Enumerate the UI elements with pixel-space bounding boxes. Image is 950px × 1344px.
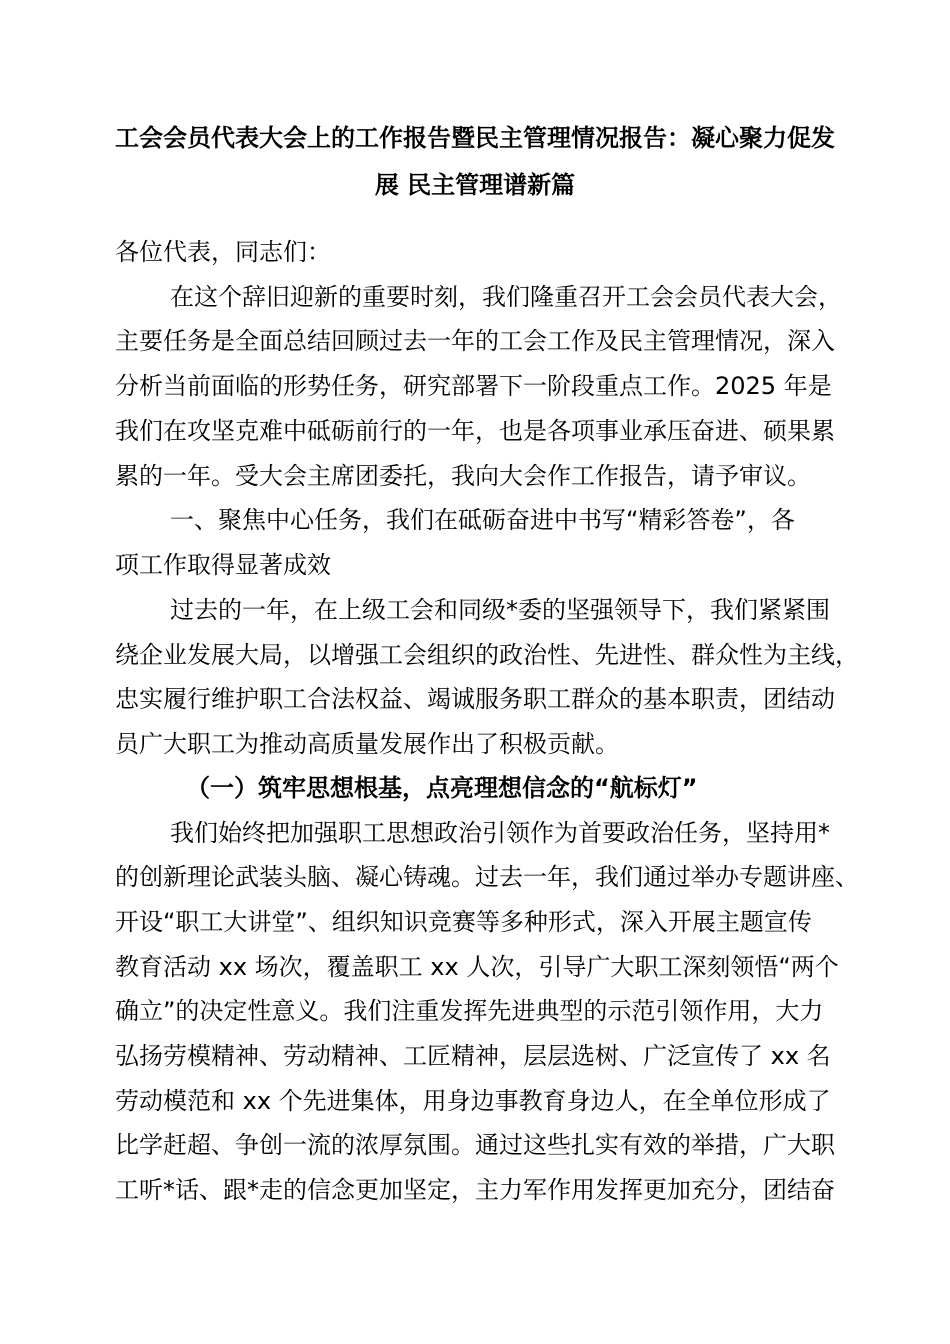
section-heading-line: 项工作取得显著成效	[115, 551, 331, 579]
paragraph-line: 比学赶超、争创一流的浓厚氛围。通过这些扎实有效的举措，广大职	[115, 1131, 835, 1159]
paragraph-line: 的创新理论武装头脑、凝心铸魂。过去一年，我们通过举办专题讲座、	[115, 863, 859, 891]
paragraph-line: 我们在攻坚克难中砥砺前行的一年，也是各项事业承压奋进、硕果累	[115, 417, 835, 445]
section-heading-line: 一、聚焦中心任务，我们在砥砺奋进中书写“精彩答卷”，各	[170, 506, 795, 534]
paragraph-line: 在这个辞旧迎新的重要时刻，我们隆重召开工会会员代表大会，	[170, 283, 842, 311]
document-title-line-1: 工会会员代表大会上的工作报告暨民主管理情况报告：凝心聚力促发	[115, 124, 835, 152]
paragraph-line: 工听*话、跟*走的信念更加坚定，主力军作用发挥更加充分，团结奋	[115, 1176, 835, 1204]
salutation: 各位代表，同志们：	[115, 238, 331, 266]
subsection-heading: （一）筑牢思想根基，点亮理想信念的“航标灯”	[186, 774, 698, 802]
paragraph-line: 忠实履行维护职工合法权益、竭诚服务职工群众的基本职责，团结动	[115, 685, 835, 713]
paragraph-line: 过去的一年，在上级工会和同级*委的坚强领导下，我们紧紧围	[170, 596, 830, 624]
paragraph-line: 绕企业发展大局，以增强工会组织的政治性、先进性、群众性为主线，	[115, 641, 859, 669]
paragraph-line: 员广大职工为推动高质量发展作出了积极贡献。	[115, 730, 619, 758]
paragraph-line: 弘扬劳模精神、劳动精神、工匠精神，层层选树、广泛宣传了 xx 名	[115, 1042, 831, 1070]
paragraph-line: 主要任务是全面总结回顾过去一年的工会工作及民主管理情况，深入	[115, 327, 835, 355]
paragraph-line: 我们始终把加强职工思想政治引领作为首要政治任务，坚持用*	[170, 819, 830, 847]
paragraph-line: 确立”的决定性意义。我们注重发挥先进典型的示范引领作用，大力	[115, 997, 824, 1025]
document-title-line-2: 展 民主管理谱新篇	[374, 171, 576, 199]
paragraph-line: 分析当前面临的形势任务，研究部署下一阶段重点工作。2025 年是	[115, 372, 832, 400]
paragraph-line: 劳动模范和 xx 个先进集体，用身边事教育身边人，在全单位形成了	[115, 1087, 831, 1115]
paragraph-line: 累的一年。受大会主席团委托，我向大会作工作报告，请予审议。	[115, 462, 811, 490]
paragraph-line: 教育活动 xx 场次，覆盖职工 xx 人次，引导广大职工深刻领悟“两个	[115, 953, 839, 981]
paragraph-line: 开设“职工大讲堂”、组织知识竞赛等多种形式，深入开展主题宣传	[115, 908, 812, 936]
